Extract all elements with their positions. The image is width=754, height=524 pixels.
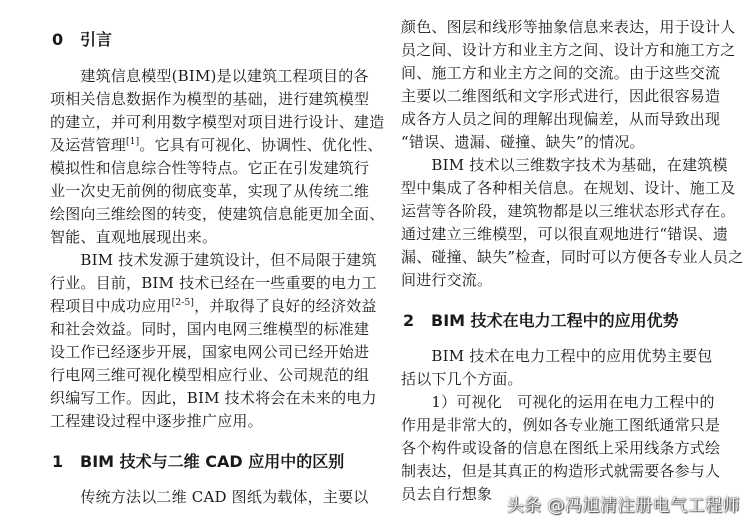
text-span: 。它具有可视化、协调性、优化性、 — [139, 136, 383, 154]
text-line: 和社会效益。同时，国内电网三维模型的标准建 — [50, 320, 370, 338]
text-line: 间进行交流。 — [401, 271, 493, 289]
text-line: 项相关信息数据作为模型的基础，进行建筑模型 — [50, 90, 370, 108]
text-line: 作用是非常大的，例如各专业施工图纸通常只是 — [401, 416, 721, 434]
section-number: 0 — [52, 30, 64, 49]
text-line: 各个构件或设备的信息在图纸上采用线条方式绘 — [401, 439, 721, 457]
text-line: BIM 技术发源于建筑设计，但不局限于建筑 — [50, 251, 377, 269]
text-line: 运营等各阶段，建筑物都是以三维状态形式存在。 — [401, 202, 736, 220]
text-line: 织编写工作。因此，BIM 技术将会在未来的电力 — [50, 389, 377, 407]
text-line: BIM 技术以三维数字技术为基础，在建筑模 — [401, 156, 728, 174]
citation: [1] — [126, 137, 140, 147]
text-line: BIM 技术在电力工程中的应用优势主要包 — [401, 347, 713, 365]
text-line: 绘图向三维绘图的转变，使建筑信息能更加全面、 — [50, 205, 385, 223]
section-title: BIM 技术与二维 CAD 应用中的区别 — [80, 452, 345, 471]
text-line: 行电网三维可视化模型相应行业、公司规范的组 — [50, 366, 370, 384]
text-line: 制表达，但是其真正的构造形式就需要各参与人 — [401, 462, 721, 480]
text-line: 工程建设过程中逐步推广应用。 — [50, 412, 263, 430]
section-number: 2 — [403, 311, 415, 330]
section-heading-1 — [52, 451, 344, 473]
text-line: 智能、直观地展现出来。 — [50, 228, 218, 246]
text-line: 型中集成了各种相关信息。在规划、设计、施工及 — [401, 179, 736, 197]
text-line: 设工作已经逐步开展，国家电网公司已经开始进 — [50, 343, 370, 361]
text-line: 间、施工方和业主方之间的交流。由于这些交流 — [401, 64, 721, 82]
text-line: 模拟性和信息综合性等特点。它正在引发建筑行 — [50, 159, 370, 177]
text-line-with-citation — [50, 135, 383, 155]
section-heading-0 — [52, 29, 112, 51]
text-line: 漏、碰撞、缺失”检查，同时可以方便各专业人员之 — [401, 248, 744, 266]
text-span: 及运营管理 — [50, 136, 127, 154]
text-line: 行业。目前，BIM 技术已经在一些重要的电力工 — [50, 274, 377, 292]
text-line: 通过建立三维模型，可以很直观地进行“错误、遗 — [401, 225, 729, 243]
text-line: 成各方人员之间的理解出现偏差，从而导致出现 — [401, 110, 721, 128]
text-span: 程项目中成功应用 — [50, 297, 172, 315]
watermark: 头条 @冯旭清注册电气工程师 — [506, 496, 740, 516]
text-line: 主要以二维图纸和文字形式进行，因此很容易造 — [401, 87, 721, 105]
text-line: 传统方法以二维 CAD 图纸为载体，主要以 — [50, 488, 369, 506]
text-line: “错误、遗漏、碰撞、缺失”的情况。 — [401, 133, 645, 151]
text-line: 括以下几个方面。 — [401, 370, 523, 388]
text-line: 1）可视化 可视化的运用在电力工程中的 — [401, 393, 715, 411]
text-line: 的建立，并可利用数字模型对项目进行设计、建造 — [50, 113, 385, 131]
section-number: 1 — [52, 452, 64, 471]
text-line-with-citation — [50, 296, 377, 316]
citation: [2-5] — [171, 298, 195, 308]
text-line: 业一次史无前例的彻底变革，实现了从传统二维 — [50, 182, 370, 200]
text-line: 员之间、设计方和业主方之间、设计方和施工方之 — [401, 41, 736, 59]
text-span: ，并取得了良好的经济效益 — [194, 297, 377, 315]
text-line: 员去自行想象 — [401, 485, 493, 503]
section-title: BIM 技术在电力工程中的应用优势 — [431, 311, 679, 330]
section-title: 引言 — [80, 30, 113, 49]
text-line: 颜色、图层和线形等抽象信息来表达，用于设计人 — [401, 18, 736, 36]
text-line: 建筑信息模型(BIM)是以建筑工程项目的各 — [50, 67, 369, 85]
section-heading-2 — [403, 310, 679, 332]
